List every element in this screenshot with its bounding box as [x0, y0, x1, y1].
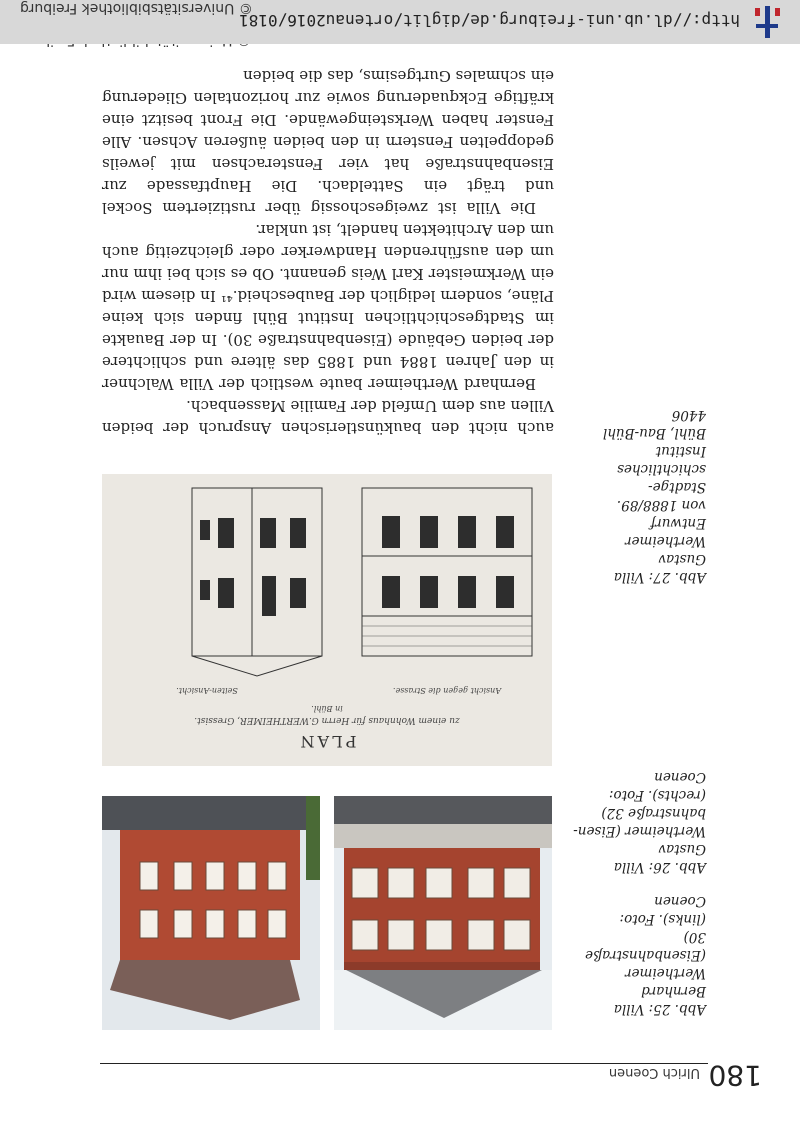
caption-line: bahnstraße 32): [601, 805, 706, 821]
document-url-link[interactable]: http://dl.ub.uni-freiburg.de/diglit/ortenau2016/0181: [239, 11, 740, 30]
header-library-bar: [0, 0, 800, 44]
caption-line: Wertheimer Entwurf: [625, 515, 706, 549]
photo-villa-bernhard-wertheimer: [334, 796, 552, 1030]
header-library-credit: © Universitätsbibliothek Freiburg: [20, 0, 253, 16]
body-paragraph-1: auch nicht den baukünstlerischen Anspruch der beiden Villen aus dem Umfeld der Familie Massenbach.: [102, 397, 554, 437]
header-rule: [100, 1063, 708, 1064]
caption-line: Abb. 26: Villa Gustav: [613, 841, 706, 875]
caption-line: von 1888/89. Stadtge-: [616, 479, 706, 513]
plan-title: PLAN: [297, 732, 357, 751]
caption-fig-25: [566, 892, 706, 1018]
caption-fig-27: [566, 406, 706, 586]
plan-drawing-image: [102, 474, 552, 766]
caption-line: (Eisenbahnstraße 30): [585, 929, 706, 963]
photo-villa-gustav-wertheimer: [102, 796, 320, 1030]
caption-line: Wertheimer (Eisen-: [573, 823, 706, 839]
caption-line: (links). Foto: Coenen: [619, 893, 706, 927]
caption-line: schichtliches Institut: [617, 443, 706, 477]
caption-fig-26: [566, 768, 706, 876]
photo-villa-25-image: [334, 796, 552, 1030]
plan-subtitle: zu einem Wohnhaus für Herrn G.WERTHEIMER, Gressist.: [194, 715, 460, 725]
running-author: Ulrich Coenen: [608, 1065, 700, 1080]
caption-line: Bühl, Bau-Bühl 4406: [602, 407, 706, 441]
body-paragraph-3: Die Villa ist zweigeschossig über rustiziertem Sockel und trägt ein Satteldach. Die Hauptfassade zur Eisenbahnstraße hat vier Fensterachsen mit jeweils gedoppelten Fenstern in den beiden äußeren Achsen. Alle Fenster haben Werksteingewände. Die Front besitzt eine kräftige Eckquaderung sowie zur horizontalen Gliederung ein schmales Gurtgesims, das die beiden: [102, 67, 554, 217]
ub-logo-icon: [748, 6, 788, 38]
caption-line: Abb. 25: Villa: [613, 1001, 706, 1017]
photo-villa-26-image: [102, 796, 320, 1030]
body-text: [102, 65, 554, 439]
page-number: 180: [708, 1059, 762, 1092]
caption-line: Abb. 27: Villa Gustav: [613, 551, 706, 585]
caption-line: (rechts). Foto: Coenen: [608, 769, 706, 803]
plan-drawing-villa-gustav: [102, 474, 552, 766]
body-paragraph-2: Bernhard Wertheimer baute westlich der Villa Walchner in den Jahren 1884 und 1885 das ältere und schlichtere der beiden Gebäude (Eisenbahnstraße 30). In der Bauakte im Stadtgeschichtlichen Institut Bühl finden sich keine Pläne, sondern lediglich der Baubescheid.⁴¹ In diesem wird ein Werkmeister Karl Weis genannt. Ob es sich bei ihm nur um den ausführenden Handwerker oder gleichzeitig auch um den Architekten handelt, ist unklar.: [102, 221, 554, 393]
caption-line: Bernhard Wertheimer: [625, 965, 706, 999]
plan-place: in Bühl.: [311, 704, 343, 713]
plan-label-side-view: Seiten-Ansicht.: [176, 686, 238, 695]
plan-label-street-view: Ansicht gegen die Strasse.: [392, 686, 502, 695]
